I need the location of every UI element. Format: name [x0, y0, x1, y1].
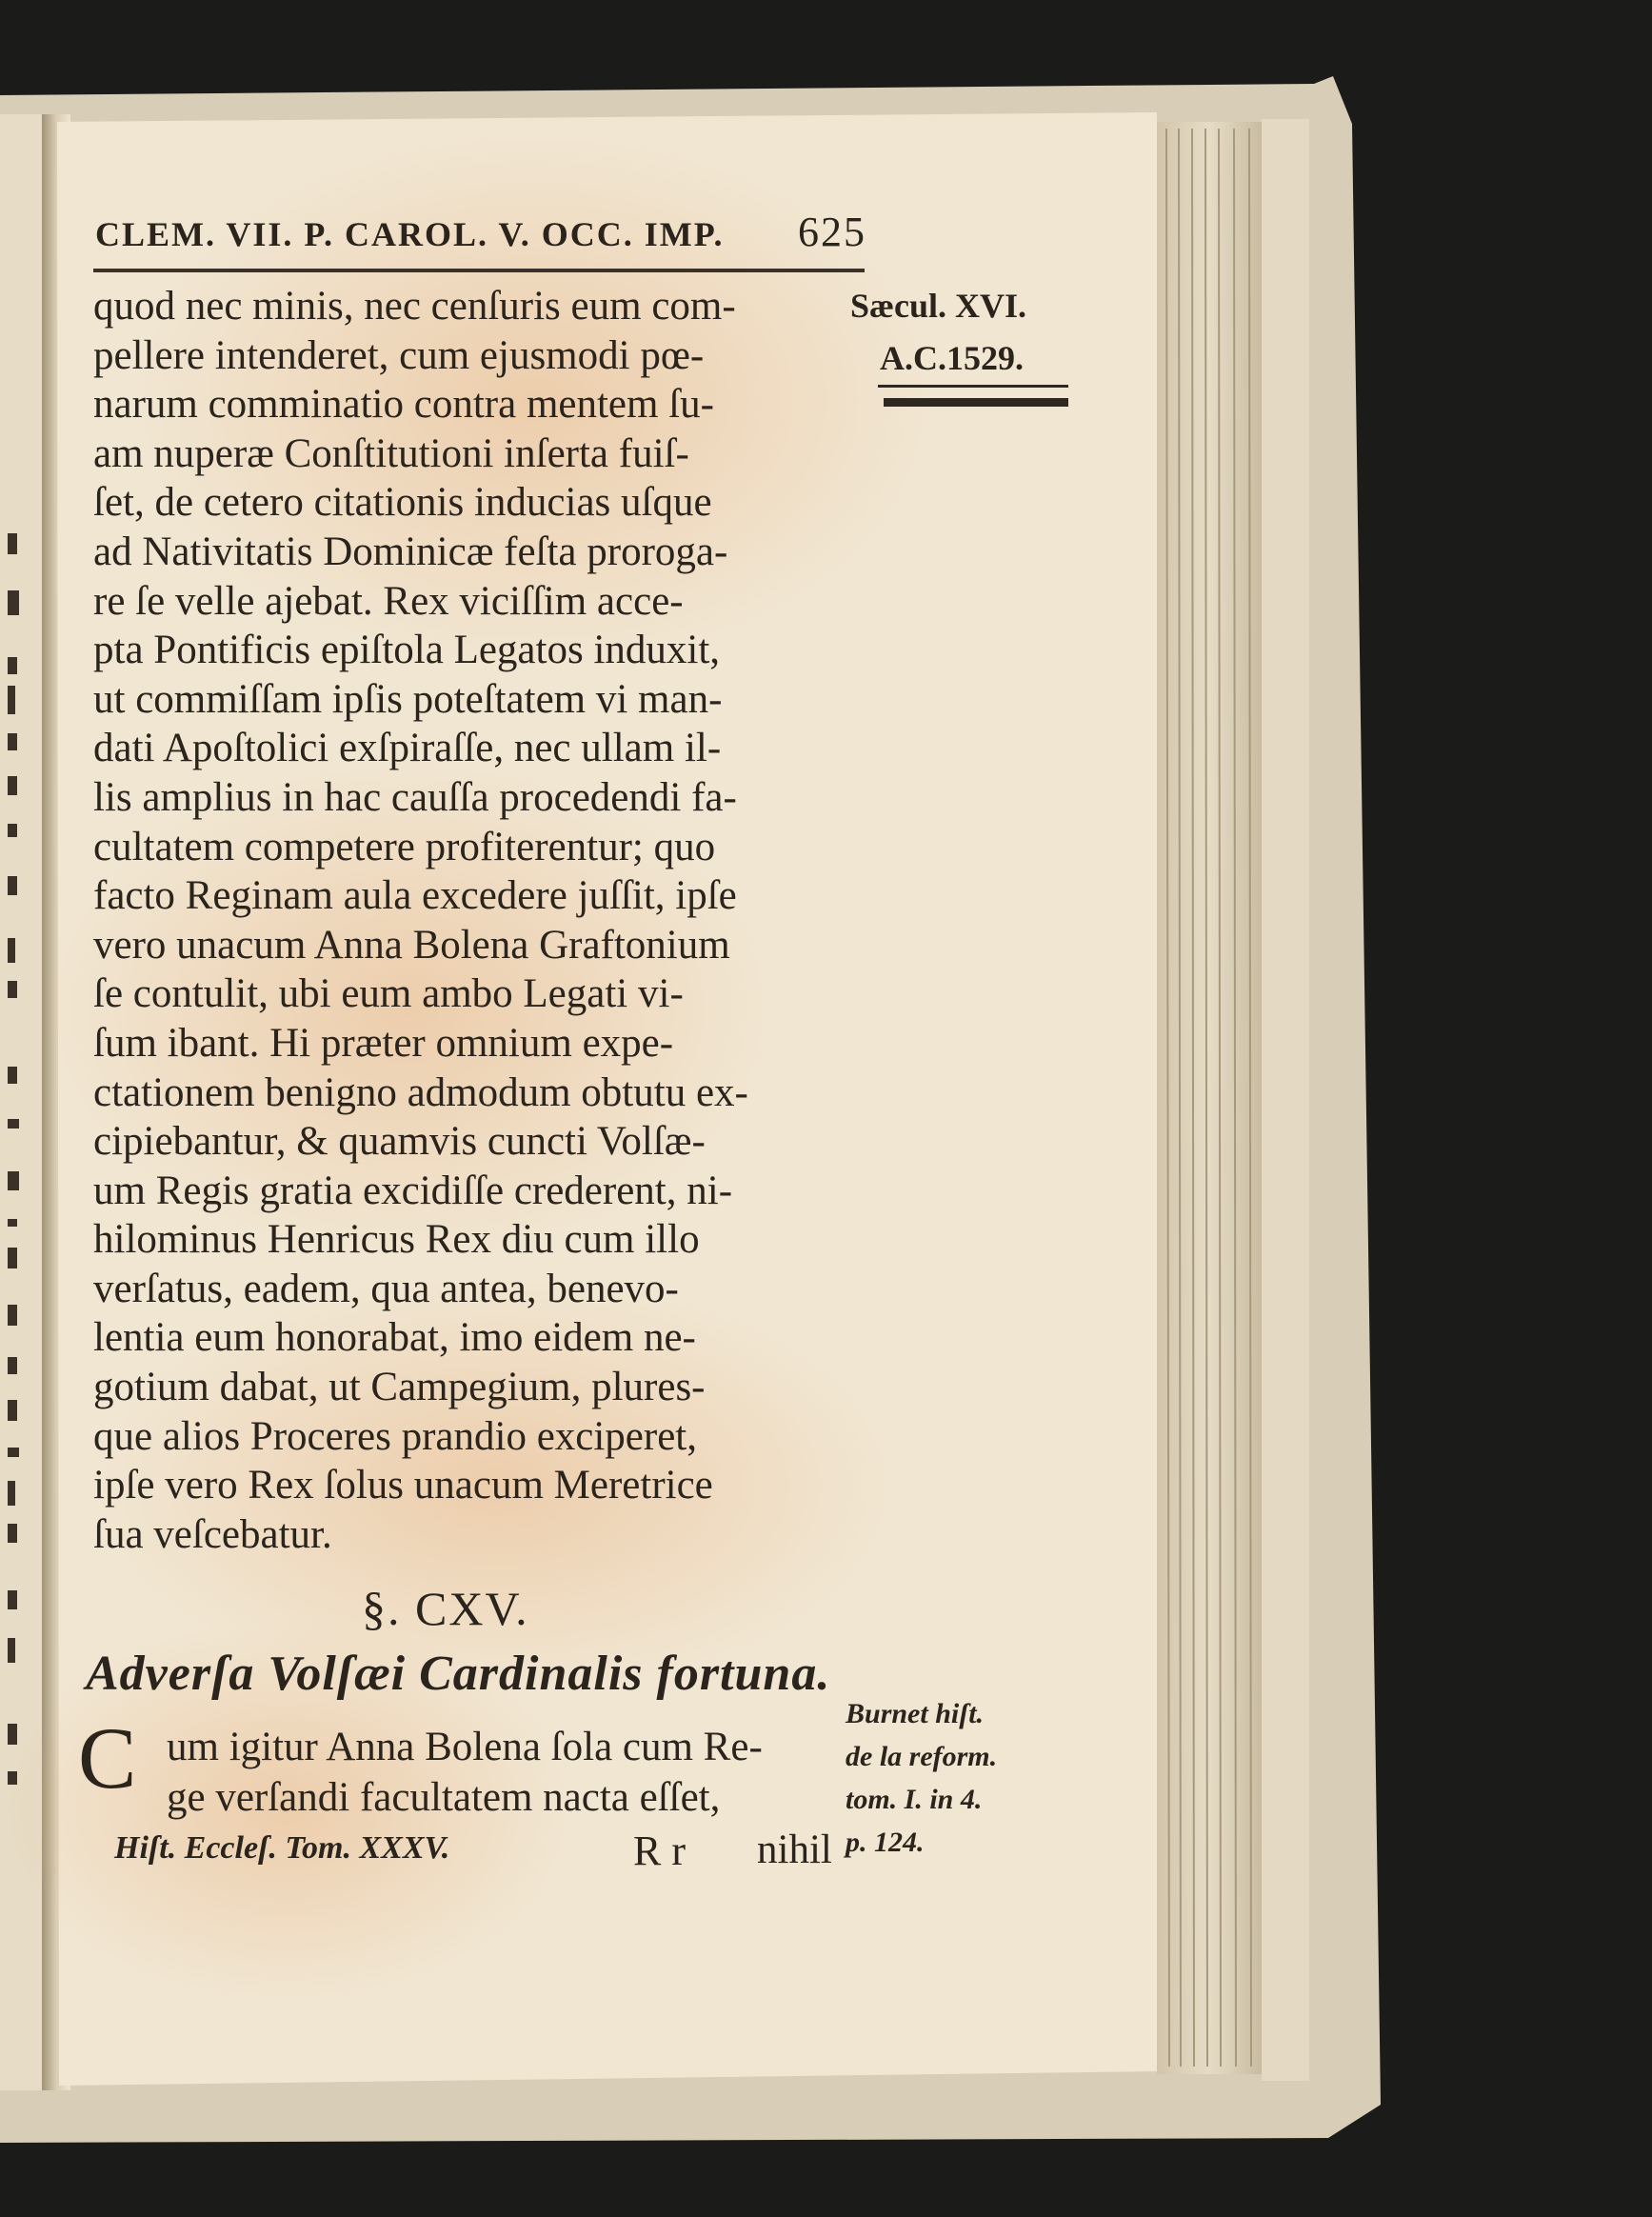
text-line: que alios Proceres prandio exciperet,	[93, 1413, 697, 1459]
text-line: um Regis gratia excidiſſe crederent, ni-	[93, 1168, 733, 1213]
text-line: am nuperæ Conſtitutioni inſerta fuiſ-	[93, 430, 689, 476]
text-line: lentia eum honorabat, imo eidem ne-	[93, 1315, 696, 1361]
running-title: CLEM. VII. P. CAROL. V. OCC. IMP.	[95, 215, 725, 253]
text-line: gotium dabat, ut Campegium, plures-	[93, 1365, 706, 1410]
citation-line: p. 124.	[846, 1827, 925, 1858]
citation-line: tom. I. in 4.	[846, 1784, 983, 1815]
text-line: lis amplius in hac cauſſa procedendi fa-	[93, 774, 737, 820]
text-line: ſua veſcebatur.	[93, 1511, 332, 1557]
text-line: ſum ibant. Hi præter omnium expe-	[93, 1020, 674, 1066]
section-title: Adverſa Volſæi Cardinalis fortuna.	[86, 1647, 831, 1701]
signature-title: Hiſt. Eccleſ. Tom. XXXV.	[114, 1830, 450, 1866]
section-number: §. CXV.	[362, 1582, 529, 1635]
running-header	[95, 208, 866, 256]
margin-era: Sæcul. XVI.	[850, 287, 1027, 325]
header-rule	[93, 269, 865, 272]
text-line: um igitur Anna Bolena ſola cum Re-	[167, 1725, 763, 1769]
signature-mark: R r	[633, 1828, 686, 1874]
margin-citation	[846, 1692, 997, 1864]
text-line: re ſe velle ajebat. Rex viciſſim acce-	[93, 578, 684, 624]
citation-line: Burnet hiſt.	[846, 1698, 985, 1729]
text-line: ad Nativitatis Dominicæ feſta proroga-	[93, 529, 728, 574]
text-line: verſatus, eadem, qua antea, benevo-	[93, 1266, 679, 1311]
text-line: ſe contulit, ubi eum ambo Legati vi-	[93, 971, 684, 1017]
drop-cap: C	[78, 1709, 137, 1807]
margin-rule-thick	[884, 398, 1068, 407]
paragraph-2	[167, 1722, 763, 1823]
margin-rule	[878, 385, 1068, 388]
text-line: ctationem benigno admodum obtutu ex-	[93, 1069, 748, 1115]
text-line: cipiebantur, & quamvis cuncti Volſæ-	[93, 1119, 706, 1165]
text-line: hilominus Henricus Rex diu cum illo	[93, 1217, 700, 1263]
text-line: pta Pontificis epiſtola Legatos induxit,	[93, 628, 721, 673]
catchword: nihil	[757, 1828, 832, 1872]
text-line: ipſe vero Rex ſolus unacum Meretrice	[93, 1463, 713, 1508]
text-line: narum comminatio contra mentem ſu-	[93, 382, 714, 428]
text-line: pellere intenderet, cum ejusmodi pœ-	[93, 332, 705, 378]
text-line: ge verſandi facultatem nacta eſſet,	[167, 1775, 721, 1820]
text-line: quod nec minis, nec cenſuris eum com-	[93, 284, 736, 329]
text-line: facto Reginam aula excedere juſſit, ipſe	[93, 873, 737, 919]
text-line: ut commiſſam ipſis poteſtatem vi man-	[93, 676, 723, 722]
text-line: vero unacum Anna Bolena Graftonium	[93, 922, 730, 968]
page-number: 625	[798, 209, 866, 255]
margin-year: A.C.1529.	[880, 339, 1024, 377]
body-text	[93, 282, 874, 1559]
text-line: dati Apoſtolici exſpiraſſe, nec ullam il-	[93, 726, 722, 771]
citation-line: de la reform.	[846, 1741, 998, 1772]
text-line: cultatem competere profiterentur; quo	[93, 824, 716, 869]
text-line: ſet, de cetero citationis inducias uſque	[93, 480, 712, 526]
